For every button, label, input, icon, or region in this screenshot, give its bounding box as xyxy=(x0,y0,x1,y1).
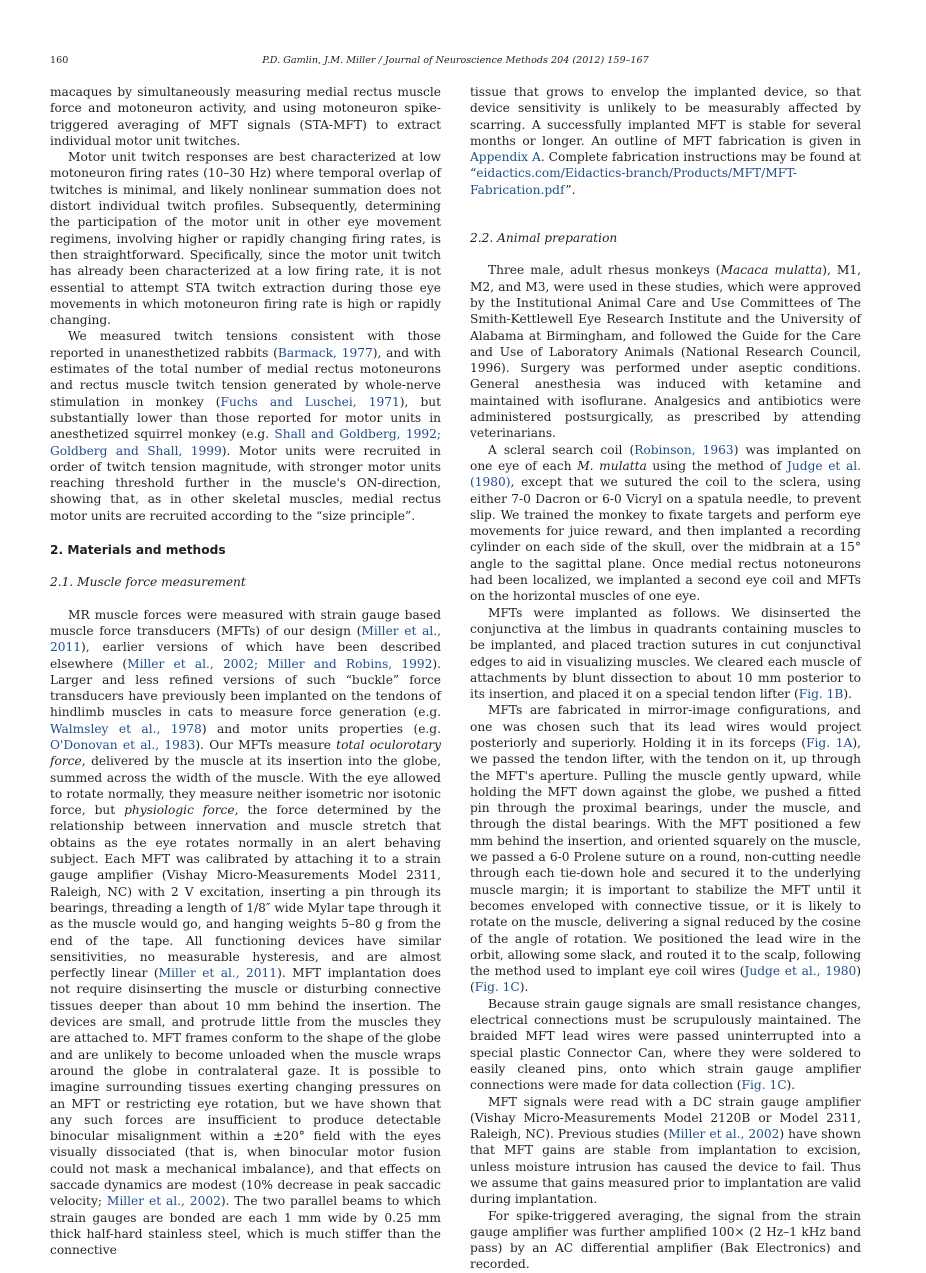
paragraph: MFTs were implanted as follows. We disinserted the conjunctiva at the limbus in quadrants containing muscles to be implanted, and placed traction sutures in cut conjunctival edges to aid in visualizing muscles. We cleared each muscle of attachments by blunt dissection to about 10 mm posterior to its insertion, and placed it on a special tendon lifter (Fig. 1B). xyxy=(470,605,861,702)
figure-link[interactable]: Fig. 1C xyxy=(474,980,520,995)
appendix-link[interactable]: Appendix A xyxy=(470,150,541,165)
paragraph: Three male, adult rhesus monkeys (Macaca mulatta), M1, M2, and M3, were used in these studies, which were approved by the Institutional Animal Care and Use Committees of The Smith-Kettlewell Eye Research Institute and the University of Alabama at Birmingham, and followed the Guide for the Care and Use of Laboratory Animals (National Research Council, 1996). Surgery was performed under aseptic conditions. General anesthesia was induced with ketamine and maintained with isoflurane. Analgesics and antibiotics were administered postsurgically, as prescribed by attending veterinarians. xyxy=(470,263,861,441)
citation-link[interactable]: Miller et al., 2002 xyxy=(668,1127,780,1142)
paragraph: We measured twitch tensions consistent with those reported in unanesthetized rabbits (Barmack, 1977), and with estimates of the total number of medial rectus motoneurons and rectus muscle twitch tension generated by whole-nerve stimulation in monkey (Fuchs and Luschei, 1971), but substantially lower than those reported for motor units in anesthetized squirrel monkey (e.g. Shall and Goldberg, 1992; Goldberg and Shall, 1999). Motor units were recruited in order of twitch tension magnitude, with stronger motor units reaching threshold further in the muscle's ON-direction, showing that, as in other skeletal muscles, medial rectus motor units are recruited according to the “size principle”. xyxy=(50,329,442,523)
running-head-citation: P.D. Gamlin, J.M. Miller / Journal of Neuroscience Methods 204 (2012) 159–167 xyxy=(262,55,649,66)
left-column xyxy=(50,84,441,1258)
citation-link[interactable]: Shall and Goldberg, 1992; Goldberg and Shall, 1999 xyxy=(50,427,442,458)
citation-link[interactable]: Walmsley et al., 1978 xyxy=(50,721,202,736)
running-header xyxy=(50,55,861,71)
paragraph: MFT signals were read with a DC strain gauge amplifier (Vishay Micro-Measurements Model 2120B or Model 2311, Raleigh, NC). Previous studies (Miller et al., 2002) have shown that MFT gains are stable from implantation to excision, unless moisture intrusion has caused the device to fail. Thus we assume that gains measured prior to implantation are valid during implantation. xyxy=(470,1094,861,1207)
paragraph: MR muscle forces were measured with strain gauge based muscle force transducers (MFTs) of our design (Miller et al., 2011), earlier versions of which have been described elsewhere (Miller et al., 2002; Miller and Robins, 1992). Larger and less refined versions of such “buckle” force transducers have previously been implanted on the tendons of hindlimb muscles in cats to measure force generation (e.g. Walmsley et al., 1978) and motor units properties (e.g. O'Donovan et al., 1983). Our MFTs measure total oculorotary force, delivered by the muscle at its insertion into the globe, summed across the width of the muscle. With the eye allowed to rotate normally, they measure neither isometric nor isotonic force, but physiologic force, the force determined by the relationship between innervation and muscle stretch that obtains as the eye rotates normally in an alert behaving subject. Each MFT was calibrated by attaching it to a strain gauge amplifier (Vishay Micro-Measurements Model 2311, Raleigh, NC) with 2 V excitation, inserting a pin through its bearings, threading a length of 1/8″ wide Mylar tape through it as the muscle would go, and hanging weights 5–80 g from the end of the tape. All functioning devices have similar sensitivities, no measurable hysteresis, and are almost perfectly linear (Miller et al., 2011). MFT implantation does not require disinserting the muscle or disturbing connective tissues deeper than about 10 mm behind the insertion. The devices are small, and protrude little from the muscles they are attached to. MFT frames conform to the shape of the globe and are unlikely to become unloaded when the muscle wraps around the globe in contralateral gaze. It is possible to imagine surrounding tissues exerting changing pressures on an MFT or restricting eye rotation, but we have shown that any such forces are insufficient to produce detectable binocular misalignment within a ±20° field with the eyes visually dissociated (that is, when binocular motor fusion could not mask a mechanical imbalance), and that effects on saccade dynamics are modest (10% decrease in peak saccadic velocity; Miller et al., 2002). The two parallel beams to which strain gauges are bonded are each 1 mm wide by 0.25 mm thick half-hard stainless steel, which is much stiffer than the connective xyxy=(50,607,442,1258)
figure-link[interactable]: Fig. 1C xyxy=(741,1078,787,1093)
paragraph: For spike-triggered averaging, the signal from the strain gauge amplifier was further amplified 100× (2 Hz–1 kHz band pass) by an AC differential amplifier (Bak Electronics) and recorded. xyxy=(470,1208,861,1272)
right-column xyxy=(470,84,861,1273)
paragraph: MFTs are fabricated in mirror-image configurations, and one was chosen such that its lead wires would project posteriorly and superiorly. Holding it in its forceps (Fig. 1A), we passed the tendon lifter, with the tendon on it, up through the MFT's aperture. Pulling the muscle gently upward, while holding the MFT down against the globe, we pushed a fitted pin through the proximal bearings, under the muscle, and through the distal bearings. With the MFT positioned a few mm behind the insertion, and oriented squarely on the muscle, we passed a 6-0 Prolene suture on a round, non-cutting needle through each tie-down hole and secured it to the underlying muscle margin; it is important to stabilize the MFT until it becomes enveloped with connective tissue, or it is likely to rotate on the muscle, delivering a signal reduced by the cosine of the angle of rotation. We positioned the lead wire in the orbit, allowing some slack, and routed it to the scalp, following the method used to implant eye coil wires (Judge et al., 1980) (Fig. 1C). xyxy=(470,703,861,995)
citation-link[interactable]: Judge et al., 1980 xyxy=(744,964,857,979)
citation-link[interactable]: Miller et al., 2011 xyxy=(50,623,442,655)
page-number: 160 xyxy=(50,55,69,66)
citation-link[interactable]: O'Donovan et al., 1983 xyxy=(50,737,196,752)
citation-link[interactable]: Judge et al. (1980) xyxy=(470,458,861,490)
section-heading: 2. Materials and methods xyxy=(50,543,226,558)
paragraph: macaques by simultaneously measuring medial rectus muscle force and motoneuron activity, and using motoneuron spike-triggered averaging of MFT signals (STA-MFT) to extract individual motor unit twitches. xyxy=(50,85,441,148)
figure-link[interactable]: Fig. 1B xyxy=(798,687,844,702)
paragraph: tissue that grows to envelop the implanted device, so that device sensitivity is unlikely to be measurably affected by scarring. A successfully implanted MFT is stable for several months or longer. An outline of MFT fabrication is given in Appendix A. Complete fabrication instructions may be found at “eidactics.com/Eidactics-branch/Products/MFT/MFT-Fabrication.pdf”. xyxy=(470,85,862,197)
citation-link[interactable]: Fuchs and Luschei, 1971 xyxy=(220,394,400,409)
subsection-heading: 2.1. Muscle force measurement xyxy=(50,575,246,590)
paragraph: A scleral search coil (Robinson, 1963) was implanted on one eye of each M. mulatta using the method of Judge et al. (1980), except that we sutured the coil to the sclera, using either 7-0 Dacron or 6-0 Vicryl on a spatula needle, to prevent slip. We trained the monkey to fixate targets and perform eye movements for juice reward, and then implanted a recording cylinder on each side of the skull, over the midbrain at a 15° angle to the sagittal plane. Once medial rectus notoneurons had been localized, we implanted a second eye coil and MFTs on the horizontal muscles of one eye. xyxy=(470,442,861,604)
citation-link[interactable]: Miller et al., 2002 xyxy=(106,1194,221,1209)
citation-link[interactable]: Miller et al., 2011 xyxy=(158,966,278,981)
paragraph: Motor unit twitch responses are best characterized at low motoneuron firing rates (10–30 Hz) where temporal overlap of twitches is minimal, and likely nonlinear summation does not distort individual twitch profiles. Subsequently, determining the participation of the motor unit in other eye movement regimens, involving higher or rapidly changing firing rates, is then straightforward. Specifically, since the motor unit twitch has already been characterized at a low firing rate, it is not essential to attempt STA twitch extraction during those eye movements in which motoneuron firing rate is high or rapidly changing. xyxy=(50,150,441,328)
citation-link[interactable]: Robinson, 1963 xyxy=(634,442,734,457)
subsection-heading: 2.2. Animal preparation xyxy=(470,231,618,246)
url-link[interactable]: eidactics.com/Eidactics-branch/Products/MFT/MFT-Fabrication.pdf xyxy=(470,166,797,197)
citation-link[interactable]: Barmack, 1977 xyxy=(277,345,373,360)
citation-link[interactable]: Miller et al., 2002; Miller and Robins, 1992 xyxy=(127,656,433,671)
figure-link[interactable]: Fig. 1A xyxy=(806,735,853,750)
paragraph: Because strain gauge signals are small resistance changes, electrical connections must be scrupulously maintained. The braided MFT lead wires were passed uninterrupted into a special plastic Connector Can, where they were soldered to easily cleaned pins, onto which strain gauge amplifier connections were made for data collection (Fig. 1C). xyxy=(470,996,861,1093)
